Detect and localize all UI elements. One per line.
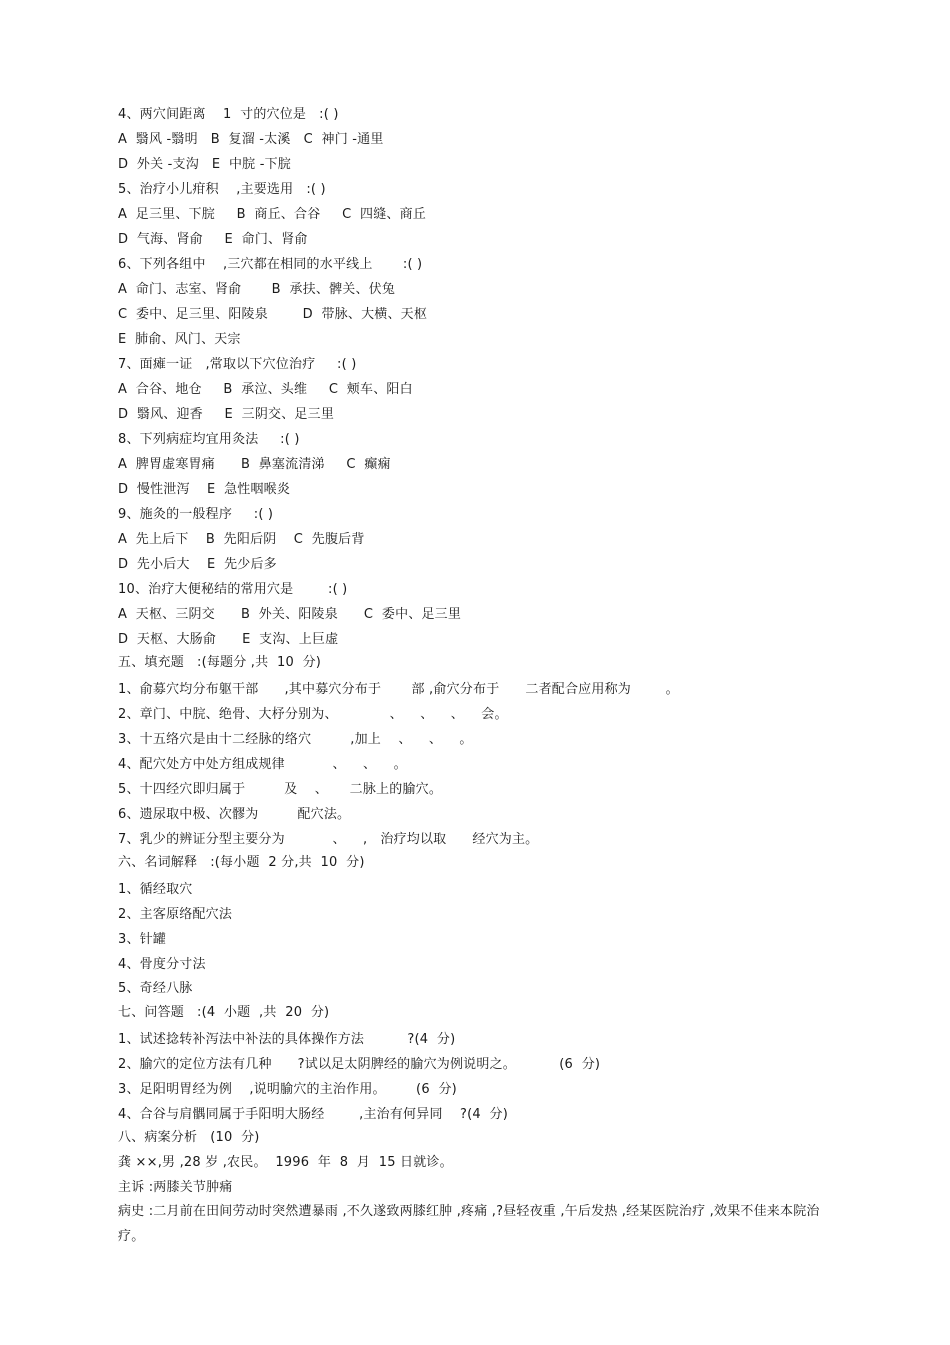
question-7-options-abc: A 合谷、地仓 B 承泣、头维 C 颊车、阳白 [118, 382, 413, 397]
question-8: 8、下列病症均宜用灸法 :( ) [118, 432, 300, 447]
case-chief-complaint: 主诉 :两膝关节肿痛 [118, 1180, 233, 1195]
question-7: 7、面瘫一证 ,常取以下穴位治疗 :( ) [118, 357, 357, 372]
fill-blank-2: 2、章门、中脘、绝骨、大杼分别为、 、 、 、 会。 [118, 707, 508, 722]
question-5-options-de: D 气海、肾俞 E 命门、肾俞 [118, 232, 308, 247]
essay-question-2: 2、腧穴的定位方法有几种 ?试以足太阴脾经的腧穴为例说明之。 (6 分) [118, 1057, 601, 1072]
section-7-heading: 七、问答题 :(4 小题 ,共 20 分) [118, 1005, 330, 1020]
question-8-options-abc: A 脾胃虚寒胃痛 B 鼻塞流清涕 C 癫痫 [118, 457, 391, 472]
fill-blank-7: 7、乳少的辨证分型主要分为 、 , 治疗均以取 经穴为主。 [118, 832, 539, 847]
essay-question-3: 3、足阳明胃经为例 ,说明腧穴的主治作用。 (6 分) [118, 1082, 457, 1097]
section-8-heading: 八、病案分析 (10 分) [118, 1130, 260, 1145]
term-1: 1、循经取穴 [118, 882, 193, 897]
question-6-options-e: E 肺俞、风门、天宗 [118, 332, 241, 347]
question-10-options-de: D 天枢、大肠俞 E 支沟、上巨虚 [118, 632, 339, 647]
question-8-options-de: D 慢性泄泻 E 急性咽喉炎 [118, 482, 291, 497]
term-5: 5、奇经八脉 [118, 981, 193, 996]
section-5-heading: 五、填充题 :(每题分 ,共 10 分) [118, 655, 322, 670]
question-7-options-de: D 翳风、迎香 E 三阴交、足三里 [118, 407, 335, 422]
question-9: 9、施灸的一般程序 :( ) [118, 507, 274, 522]
question-10-options-abc: A 天枢、三阴交 B 外关、阳陵泉 C 委中、足三里 [118, 607, 462, 622]
question-9-options-de: D 先小后大 E 先少后多 [118, 557, 277, 572]
question-4-options-de: D 外关 -支沟 E 中脘 -下脘 [118, 157, 291, 172]
essay-question-4: 4、合谷与肩髃同属于手阳明大肠经 ,主治有何异同 ?(4 分) [118, 1107, 508, 1122]
question-10: 10、治疗大便秘结的常用穴是 :( ) [118, 582, 348, 597]
term-3: 3、针罐 [118, 932, 167, 947]
case-patient-info: 龚 ××,男 ,28 岁 ,农民。 1996 年 8 月 15 日就诊。 [118, 1155, 453, 1170]
question-5-options-abc: A 足三里、下脘 B 商丘、合谷 C 四缝、商丘 [118, 207, 427, 222]
essay-question-1: 1、试述捻转补泻法中补法的具体操作方法 ?(4 分) [118, 1032, 456, 1047]
fill-blank-4: 4、配穴处方中处方组成规律 、 、 。 [118, 757, 407, 772]
term-2: 2、主客原络配穴法 [118, 907, 233, 922]
question-6: 6、下列各组中 ,三穴都在相同的水平线上 :( ) [118, 257, 423, 272]
question-4: 4、两穴间距离 1 寸的穴位是 :( ) [118, 107, 339, 122]
question-6-options-ab: A 命门、志室、肾俞 B 承扶、髀关、伏兔 [118, 282, 396, 297]
section-6-heading: 六、名词解释 :(每小题 2 分,共 10 分) [118, 855, 365, 870]
fill-blank-3: 3、十五络穴是由十二经脉的络穴 ,加上 、 、 。 [118, 732, 473, 747]
fill-blank-5: 5、十四经穴即归属于 及 、 二脉上的腧穴。 [118, 782, 443, 797]
term-4: 4、骨度分寸法 [118, 957, 206, 972]
question-4-options-abc: A 翳风 -翳明 B 复溜 -太溪 C 神门 -通里 [118, 132, 384, 147]
question-9-options-abc: A 先上后下 B 先阳后阴 C 先腹后背 [118, 532, 365, 547]
question-6-options-cd: C 委中、足三里、阳陵泉 D 带脉、大横、天枢 [118, 307, 428, 322]
question-5: 5、治疗小儿疳积 ,主要选用 :( ) [118, 182, 326, 197]
fill-blank-1: 1、俞募穴均分布躯干部 ,其中募穴分布于 部 ,俞穴分布于 二者配合应用称为 。 [118, 682, 679, 697]
fill-blank-6: 6、遗尿取中极、次髎为 配穴法。 [118, 807, 351, 822]
case-history: 病史 :二月前在田间劳动时突然遭暴雨 ,不久遂致两膝红肿 ,疼痛 ,?昼轻夜重 ,午后发热 ,经某医院治疗 ,效果不佳来本院治疗。 [118, 1204, 820, 1244]
